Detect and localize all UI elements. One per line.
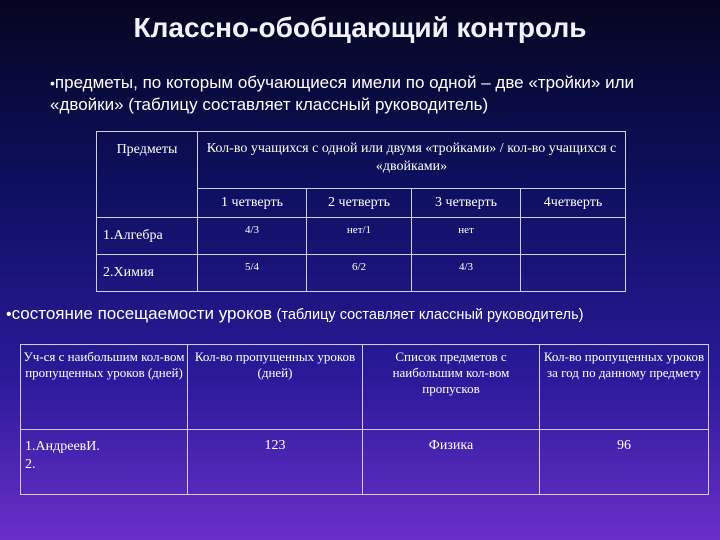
attendance-table [20,344,709,495]
grades-table [96,131,626,292]
students-header: Уч-ся с наибольшим кол-вом пропущенных уроков (дней) [21,345,188,430]
bullet-subjects-text: предметы, по которым обучающиеся имели по одной – две «тройки» или «двойки» (таблицу составляет классный руководитель) [50,73,635,114]
subject-missed-header: Кол-во пропущенных уроков за год по данному предмету [540,345,709,430]
slide-title: Классно-обобщающий контроль [133,12,587,43]
missed-count-cell: 123 [188,430,363,495]
subjects-list-header: Список предметов с наибольшим кол-вом пропусков [363,345,540,430]
subject-cell: Физика [363,430,540,495]
table-row [97,255,626,292]
bullet-attendance-lead: состояние посещаемости уроков [11,304,273,323]
student-line-2: 2. [25,457,36,472]
subject-cell: 1.Алгебра [97,218,198,255]
students-cell [21,430,188,495]
quarter-4-header: 4четверть [521,189,626,218]
subjects-header: Предметы [97,132,198,218]
q2-cell: 6/2 [307,255,412,292]
table-row [21,430,709,495]
q3-cell: нет [412,218,521,255]
q4-cell [521,218,626,255]
grades-header-row [97,132,626,189]
attendance-header-row [21,345,709,430]
quarter-2-header: 2 четверть [307,189,412,218]
q1-cell: 4/3 [198,218,307,255]
bullet-marker: • [6,306,12,323]
bullet-marker: • [50,75,55,91]
q3-cell: 4/3 [412,255,521,292]
q4-cell [521,255,626,292]
q1-cell: 5/4 [198,255,307,292]
bullet-attendance [6,304,716,324]
bullet-attendance-note: (таблицу составляет классный руководитель) [276,307,584,323]
table-row [97,218,626,255]
quarter-1-header: 1 четверть [198,189,307,218]
quarter-3-header: 3 четверть [412,189,521,218]
bullet-subjects [50,72,700,116]
missed-count-header: Кол-во пропущенных уроков (дней) [188,345,363,430]
subject-cell: 2.Химия [97,255,198,292]
q2-cell: нет/1 [307,218,412,255]
subject-missed-cell: 96 [540,430,709,495]
counts-header: Кол-во учащихся с одной или двумя «тройками» / кол-во учащихся с «двойками» [198,132,626,189]
student-line-1: 1.АндреевИ. [25,439,100,454]
